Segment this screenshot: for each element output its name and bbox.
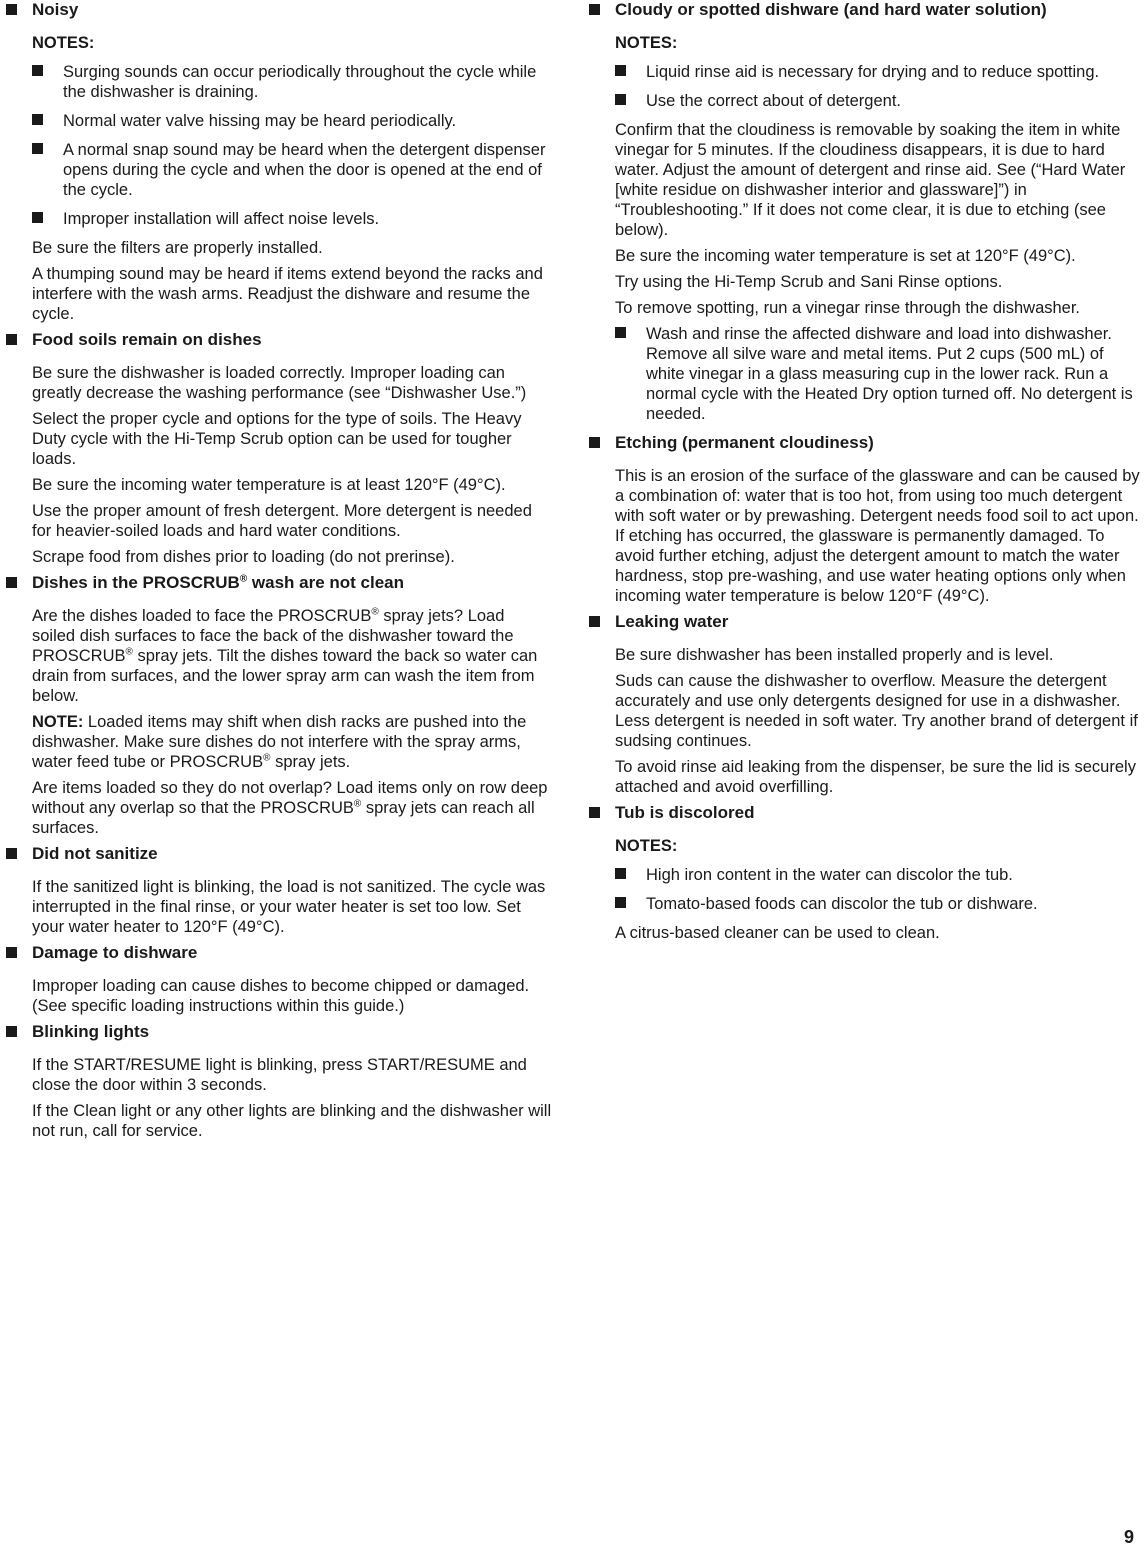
square-bullet-icon — [589, 616, 600, 627]
notes-label: NOTES: — [32, 34, 95, 52]
registered-mark: ® — [125, 646, 133, 658]
trouble-item-noisy — [6, 0, 552, 324]
paragraph: Be sure the incoming water temperature is set at 120°F (49°C). — [615, 247, 1076, 265]
title-text: Dishes in the PROSCRUB — [32, 573, 240, 592]
note-text: Surging sounds can occur periodically throughout the cycle while the dishwasher is draining. — [63, 63, 537, 101]
note-item — [32, 62, 552, 102]
paragraph: Be sure dishwasher has been installed properly and is level. — [615, 646, 1054, 664]
note-text: High iron content in the water can discolor the tub. — [646, 866, 1013, 884]
trouble-item-cloudy — [589, 0, 1142, 424]
paragraph: Select the proper cycle and options for the type of soils. The Heavy Duty cycle with the Hi-Temp Scrub option can be used for tougher loads. — [32, 410, 522, 468]
paragraph: Are the dishes loaded to face the PROSCRUB® spray jets? Load soiled dish surfaces to face the back of the dishwasher toward the PROSCRUB® spray jets. Tilt the dishes toward the back so water can drain from surfaces, and the lower spray arm can wash the item from below. — [32, 606, 538, 705]
note-item — [32, 111, 552, 131]
note-text: A normal snap sound may be heard when the detergent dispenser opens during the cycle and when the door is opened at the end of the cycle. — [63, 141, 546, 199]
paragraph: Scrape food from dishes prior to loading (do not prerinse). — [32, 548, 455, 566]
square-bullet-icon — [32, 143, 43, 154]
paragraph: Be sure the incoming water temperature is at least 120°F (49°C). — [32, 476, 506, 494]
item-title: Damage to dishware — [32, 943, 198, 962]
trouble-item-sanitize — [6, 844, 552, 937]
registered-mark: ® — [353, 798, 362, 810]
paragraph: If the sanitized light is blinking, the load is not sanitized. The cycle was interrupted in the final rinse, or your water heater is set too low. Set your water heater to 120°F (49°C). — [32, 878, 546, 936]
square-bullet-icon — [6, 1026, 17, 1037]
trouble-item-blinking — [6, 1022, 552, 1141]
note-item — [615, 865, 1142, 885]
note-text: Use the correct about of detergent. — [646, 92, 901, 110]
paragraph: Suds can cause the dishwasher to overflow. Measure the detergent accurately and use only detergents designed for use in a dishwasher. Less detergent is needed in soft water. Try another brand of detergent if sudsing continues. — [615, 672, 1138, 750]
trouble-item-etching — [589, 433, 1142, 606]
paragraph: If the Clean light or any other lights are blinking and the dishwasher will not run, call for service. — [32, 1102, 552, 1140]
square-bullet-icon — [615, 327, 626, 338]
square-bullet-icon — [6, 947, 17, 958]
paragraph: NOTE: Loaded items may shift when dish racks are pushed into the dishwasher. Make sure dishes do not interfere with the spray arms, water feed tube or PROSCRUB® spray jets. — [32, 713, 527, 771]
note-text: Improper installation will affect noise levels. — [63, 210, 380, 228]
square-bullet-icon — [615, 897, 626, 908]
registered-mark: ® — [371, 606, 379, 618]
square-bullet-icon — [589, 807, 600, 818]
paragraph: Try using the Hi-Temp Scrub and Sani Rinse options. — [615, 273, 1003, 291]
paragraph: A thumping sound may be heard if items extend beyond the racks and interfere with the wash arms. Readjust the dishware and resume the cycle. — [32, 265, 543, 323]
square-bullet-icon — [589, 437, 600, 448]
notes-label: NOTES: — [615, 837, 678, 855]
note-text: Wash and rinse the affected dishware and load into dishwasher. Remove all silve ware and metal items. Put 2 cups (500 mL) of white vinegar in a glass measuring cup in the lower rack. Run a normal cycle with the Heated Dry option turned off. No detergent is needed. — [646, 325, 1133, 423]
square-bullet-icon — [6, 577, 17, 588]
title-text: wash are not clean — [247, 573, 405, 592]
square-bullet-icon — [589, 4, 600, 15]
paragraph: Be sure the dishwasher is loaded correctly. Improper loading can greatly decrease the washing performance (see “Dishwasher Use.”) — [32, 364, 527, 402]
item-title: Did not sanitize — [32, 844, 158, 863]
square-bullet-icon — [615, 94, 626, 105]
notes-label: NOTES: — [615, 34, 678, 52]
paragraph: Use the proper amount of fresh detergent. More detergent is needed for heavier-soiled loads and hard water conditions. — [32, 502, 532, 540]
paragraph: This is an erosion of the surface of the glassware and can be caused by a combination of: water that is too hot, from using too much detergent with soft water or by prewashing. Detergent needs food soil to act upon. If etching has occurred, the glassware is permanently damaged. To avoid further etching, adjust the detergent amount to match the water hardness, stop pre-washing, and use water heating options only when incoming water temperature is below 120°F (49°C). — [615, 467, 1140, 605]
square-bullet-icon — [32, 114, 43, 125]
paragraph: Are items loaded so they do not overlap? Load items only on row deep without any overlap so that the PROSCRUB® spray jets can reach all surfaces. — [32, 779, 548, 837]
note-text: Normal water valve hissing may be heard periodically. — [63, 112, 457, 130]
note-keyword: NOTE: — [32, 713, 84, 731]
paragraph: Be sure the filters are properly installed. — [32, 239, 323, 257]
square-bullet-icon — [6, 848, 17, 859]
note-item — [615, 894, 1142, 914]
right-column — [589, 0, 1142, 949]
item-title: Etching (permanent cloudiness) — [615, 433, 874, 452]
item-title — [32, 573, 552, 593]
note-item — [615, 324, 1142, 424]
trouble-item-tub — [589, 803, 1142, 943]
paragraph: Confirm that the cloudiness is removable by soaking the item in white vinegar for 5 minutes. If the cloudiness disappears, it is due to hard water. Adjust the amount of detergent and rinse aid. See (“Hard Water [white residue on dishwasher interior and glassware]”) in “Troubleshooting.” If it does not come clear, it is due to etching (see below). — [615, 121, 1126, 239]
registered-mark: ® — [263, 752, 271, 764]
note-text: Liquid rinse aid is necessary for drying and to reduce spotting. — [646, 63, 1100, 81]
item-title: Blinking lights — [32, 1022, 150, 1041]
item-title: Cloudy or spotted dishware (and hard water solution) — [615, 0, 1047, 19]
square-bullet-icon — [32, 212, 43, 223]
paragraph: Improper loading can cause dishes to become chipped or damaged. (See specific loading instructions within this guide.) — [32, 977, 530, 1015]
note-item — [32, 209, 552, 229]
item-title: Noisy — [32, 0, 79, 19]
square-bullet-icon — [32, 65, 43, 76]
paragraph: A citrus-based cleaner can be used to clean. — [615, 924, 940, 942]
item-title: Leaking water — [615, 612, 729, 631]
note-item — [615, 91, 1142, 111]
paragraph: To remove spotting, run a vinegar rinse through the dishwasher. — [615, 299, 1081, 317]
paragraph: To avoid rinse aid leaking from the dispenser, be sure the lid is securely attached and avoid overfilling. — [615, 758, 1136, 796]
note-item — [32, 140, 552, 200]
page-number: 9 — [1123, 1527, 1134, 1547]
note-text: Tomato-based foods can discolor the tub or dishware. — [646, 895, 1038, 913]
trouble-item-food-soils — [6, 330, 552, 567]
trouble-item-damage — [6, 943, 552, 1016]
square-bullet-icon — [615, 868, 626, 879]
square-bullet-icon — [615, 65, 626, 76]
registered-mark: ® — [239, 573, 248, 585]
item-title: Tub is discolored — [615, 803, 755, 822]
paragraph: If the START/RESUME light is blinking, press START/RESUME and close the door within 3 seconds. — [32, 1056, 527, 1094]
left-column — [6, 0, 552, 1147]
note-item — [615, 62, 1142, 82]
square-bullet-icon — [6, 334, 17, 345]
item-title: Food soils remain on dishes — [32, 330, 262, 349]
trouble-item-proscrub — [6, 573, 552, 838]
trouble-item-leaking — [589, 612, 1142, 797]
square-bullet-icon — [6, 4, 17, 15]
